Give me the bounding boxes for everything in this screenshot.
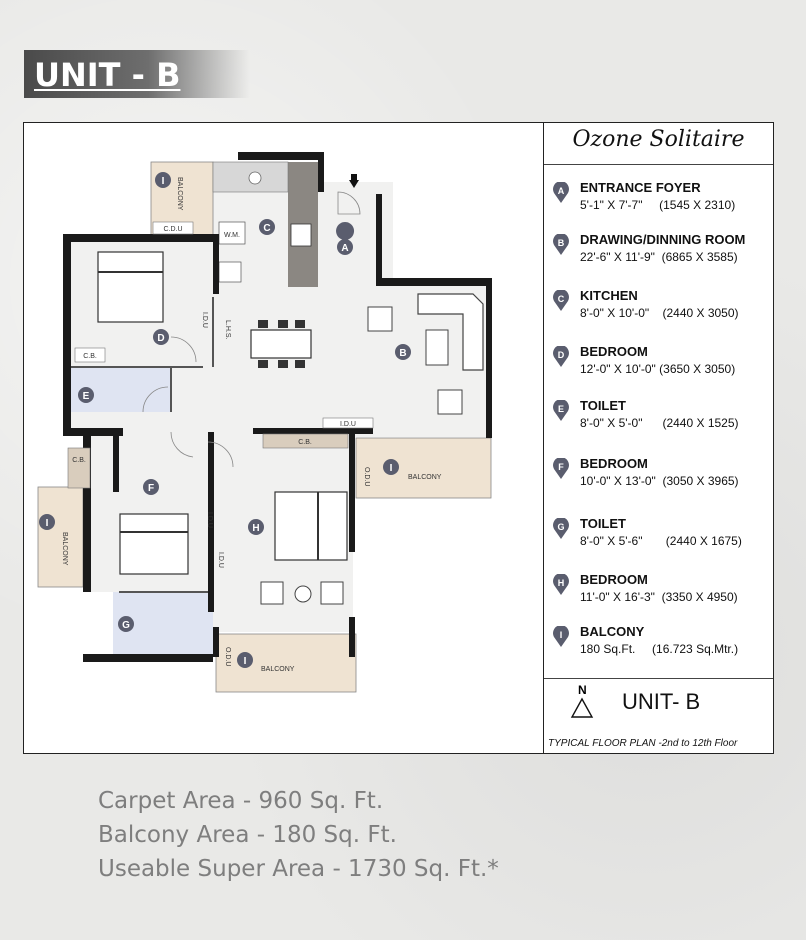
balcony-label-2: BALCONY <box>408 474 442 481</box>
pin-b <box>395 344 411 360</box>
idu-label-d: I.D.U <box>201 312 208 328</box>
svg-text:C: C <box>263 223 271 234</box>
legend-room-dims: 8'-0" X 10'-0" (2440 X 3050) <box>580 306 739 320</box>
pin-letter: D <box>557 350 565 360</box>
unit-label: UNIT- B <box>622 689 701 714</box>
svg-text:E: E <box>82 391 90 402</box>
legend-panel <box>543 122 774 754</box>
legend-room-dims: 10'-0" X 13'-0" (3050 X 3965) <box>580 474 739 488</box>
map-pin-icon <box>552 400 570 422</box>
balcony-label-3: BALCONY <box>61 532 68 566</box>
map-pin-icon <box>552 346 570 368</box>
pin-letter: B <box>557 238 565 248</box>
legend-room-name: DRAWING/DINNING ROOM <box>580 232 746 247</box>
map-pin-icon <box>552 518 570 540</box>
balcony-label-1: BALCONY <box>176 177 183 211</box>
svg-text:H: H <box>252 523 260 534</box>
svg-text:G: G <box>122 620 130 631</box>
legend-room-dims: 180 Sq.Ft. (16.723 Sq.Mtr.) <box>580 642 739 656</box>
pin-c <box>259 219 275 235</box>
plan-note: TYPICAL FLOOR PLAN -2nd to 12th Floor <box>548 738 738 749</box>
svg-text:D: D <box>157 333 165 344</box>
legend-room-name: TOILET <box>580 398 626 413</box>
unit-b-box <box>544 678 773 737</box>
legend-room-name: BEDROOM <box>580 572 648 587</box>
svg-text:F: F <box>147 483 155 494</box>
dining-table <box>251 320 311 368</box>
map-pin-icon <box>552 290 570 312</box>
pin-letter: I <box>559 630 563 640</box>
legend-room-dims: 12'-0" X 10'-0" (3650 X 3050) <box>580 362 736 376</box>
pin-g <box>118 616 134 632</box>
pin-h <box>248 519 264 535</box>
cb-label-d: C.B. <box>83 353 97 360</box>
legend-room-name: ENTRANCE FOYER <box>580 180 701 195</box>
pin-i-1 <box>155 172 171 188</box>
bed-f <box>120 514 188 574</box>
idu-label-h: I.D.U <box>217 552 224 568</box>
balcony-area-text: Balcony Area - 180 Sq. Ft. <box>98 822 397 848</box>
super-area-text: Useable Super Area - 1730 Sq. Ft.* <box>98 856 499 882</box>
pin-letter: H <box>557 578 565 588</box>
legend-room-name: KITCHEN <box>580 288 638 303</box>
svg-text:B: B <box>399 348 407 359</box>
legend-room-dims: 5'-1" X 7'-7" (1545 X 2310) <box>580 198 736 212</box>
legend-room-dims: 8'-0" X 5'-0" (2440 X 1525) <box>580 416 739 430</box>
unit-title: UNIT - B <box>34 56 181 94</box>
fridge-box <box>219 262 241 282</box>
hob-icon <box>291 224 311 246</box>
pin-d <box>153 329 169 345</box>
idu-label-living: I.D.U <box>340 421 356 428</box>
legend-room-name: BEDROOM <box>580 344 648 359</box>
legend-room-name: BALCONY <box>580 624 645 639</box>
svg-text:I: I <box>243 656 247 667</box>
pin-f <box>143 479 159 495</box>
bed-d <box>98 252 163 322</box>
map-pin-icon <box>552 182 570 204</box>
cb-label-h: C.B. <box>298 439 312 446</box>
project-name: Ozone Solitaire <box>544 122 773 165</box>
legend-room-dims: 11'-0" X 16'-3" (3350 X 4950) <box>580 590 738 604</box>
pin-e <box>78 387 94 403</box>
carpet-area-text: Carpet Area - 960 Sq. Ft. <box>98 788 384 814</box>
pin-letter: G <box>557 522 565 532</box>
svg-text:A: A <box>341 243 349 254</box>
odu-label-b: O.D.U <box>363 467 370 487</box>
wm-label: W.M. <box>224 232 240 239</box>
cdu-label: C.D.U <box>163 226 183 233</box>
pin-letter: C <box>557 294 565 304</box>
bed-h <box>275 492 347 560</box>
north-arrow-icon <box>570 697 594 719</box>
idu-label-f: I.D.U <box>206 512 213 528</box>
map-pin-icon <box>552 458 570 480</box>
unit-title-banner <box>24 50 250 98</box>
floor-plan-drawing <box>23 122 543 754</box>
pin-letter: E <box>557 404 565 414</box>
svg-text:I: I <box>45 518 49 529</box>
map-pin-icon <box>552 574 570 596</box>
legend-room-dims: 8'-0" X 5'-6" (2440 X 1675) <box>580 534 742 548</box>
svg-text:I: I <box>161 176 165 187</box>
balcony-label-4: BALCONY <box>261 666 295 673</box>
pin-letter: A <box>557 186 565 196</box>
pin-i-3 <box>39 514 55 530</box>
cb-label-f: C.B. <box>72 457 86 464</box>
sink-icon <box>249 172 261 184</box>
north-label: N <box>578 683 587 697</box>
map-pin-icon <box>552 234 570 256</box>
odu-label-h: O.D.U <box>224 647 231 667</box>
pin-i-2 <box>383 459 399 475</box>
legend-room-dims: 22'-6" X 11'-9" (6865 X 3585) <box>580 250 738 264</box>
svg-text:I: I <box>389 463 393 474</box>
map-pin-icon <box>552 626 570 648</box>
lhs-label: L.H.S. <box>224 320 231 340</box>
pin-i-4 <box>237 652 253 668</box>
pin-letter: F <box>558 462 564 472</box>
legend-room-name: BEDROOM <box>580 456 648 471</box>
legend-room-name: TOILET <box>580 516 626 531</box>
